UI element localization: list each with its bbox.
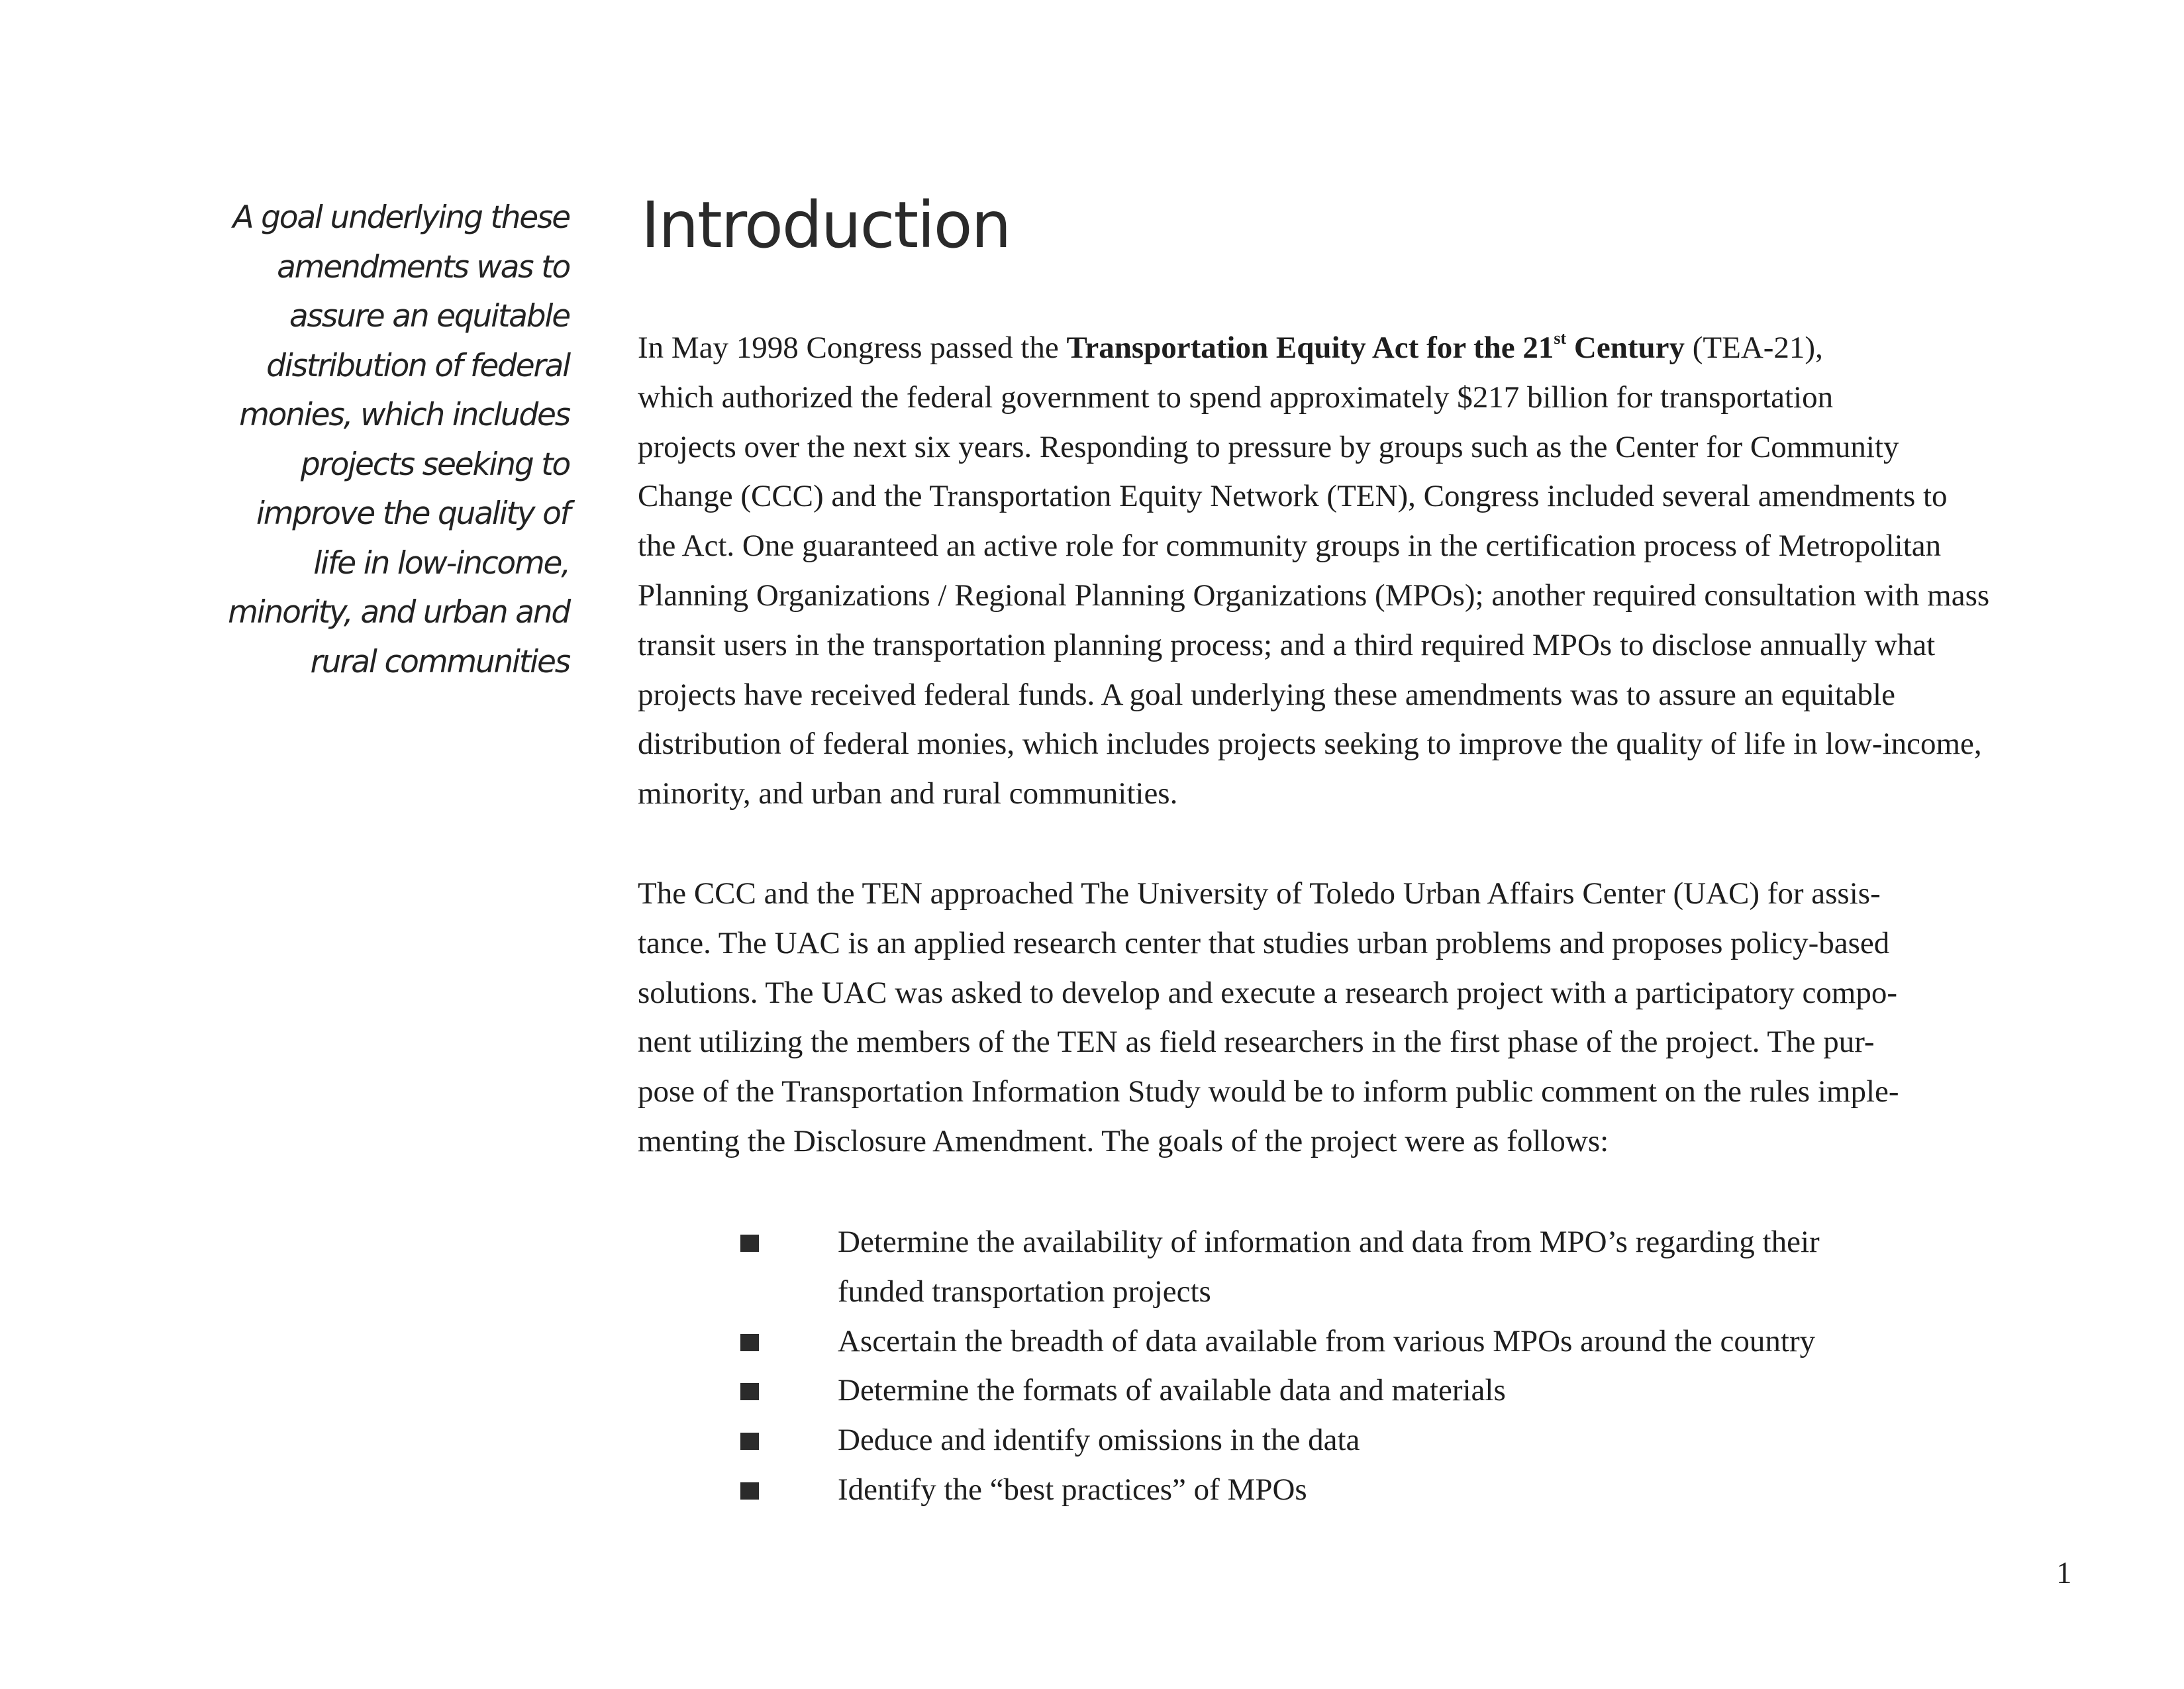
- pull-quote-line: improve the quality of: [256, 495, 570, 532]
- list-item: [740, 1465, 1820, 1515]
- paragraph-line: pose of the Transportation Information Study would be to inform public comment on the rules imple-: [638, 1074, 1899, 1109]
- paragraph-line: tance. The UAC is an applied research center that studies urban problems and proposes policy-based: [638, 925, 1890, 960]
- list-item-text: Determine the availability of information and data from MPO’s regarding their: [838, 1225, 1820, 1259]
- uac-paragraph: [638, 869, 1995, 1166]
- paragraph-line: Planning Organizations / Regional Planning Organizations (MPOs); another required consultation with mass: [638, 578, 1990, 613]
- pull-quote-line: monies, which includes: [239, 397, 570, 433]
- act-name-text: Century: [1566, 331, 1685, 365]
- list-item: [740, 1366, 1820, 1415]
- list-item-text: Determine the formats of available data and materials: [838, 1373, 1506, 1408]
- page-number: 1: [2056, 1556, 2072, 1590]
- list-item: [740, 1317, 1820, 1366]
- paragraph-line: The CCC and the TEN approached The University of Toledo Urban Affairs Center (UAC) for assis-: [638, 876, 1881, 911]
- pull-quote-line: projects seeking to: [300, 446, 570, 483]
- paragraph-line: minority, and urban and rural communities.: [638, 776, 1178, 811]
- list-item: [740, 1217, 1820, 1317]
- paragraph-line: menting the Disclosure Amendment. The goals of the project were as follows:: [638, 1123, 1609, 1158]
- square-bullet-icon: [740, 1334, 759, 1351]
- intro-paragraph: [638, 323, 1995, 819]
- paragraph-line: solutions. The UAC was asked to develop and execute a research project with a participatory compo-: [638, 975, 1898, 1010]
- pull-quote-line: assure an equitable: [289, 298, 570, 334]
- square-bullet-icon: [740, 1433, 759, 1450]
- paragraph-line: [638, 323, 1995, 373]
- goals-list: [740, 1217, 1820, 1515]
- paragraph-line: which authorized the federal government to spend approximately $217 billion for transportation: [638, 380, 1834, 415]
- paragraph-line: the Act. One guaranteed an active role for community groups in the certification process of Metropolitan: [638, 529, 1942, 564]
- square-bullet-icon: [740, 1235, 759, 1252]
- paragraph-line: transit users in the transportation planning process; and a third required MPOs to disclose annually what: [638, 627, 1936, 662]
- square-bullet-icon: [740, 1383, 759, 1400]
- act-name-text: Transportation Equity Act for the 21: [1066, 331, 1554, 365]
- pull-quote: [199, 193, 570, 687]
- paragraph-line: Change (CCC) and the Transportation Equity Network (TEN), Congress included several amendments to: [638, 479, 1948, 514]
- list-item: [740, 1415, 1820, 1465]
- pull-quote-line: A goal underlying these: [232, 199, 570, 236]
- pull-quote-line: amendments was to: [277, 248, 570, 285]
- text-run: (TEA-21),: [1685, 331, 1823, 365]
- pull-quote-line: rural communities: [310, 643, 570, 680]
- pull-quote-line: life in low-income,: [313, 544, 570, 582]
- paragraph-line: distribution of federal monies, which includes projects seeking to improve the quality of life in low-income,: [638, 727, 1982, 762]
- list-item-text: funded transportation projects: [838, 1274, 1211, 1309]
- list-item-text: Deduce and identify omissions in the data: [838, 1423, 1360, 1458]
- pull-quote-line: distribution of federal: [266, 347, 570, 384]
- paragraph-line: nent utilizing the members of the TEN as field researchers in the first phase of the project. The pur-: [638, 1025, 1875, 1060]
- act-name: [1066, 331, 1685, 365]
- text-run: In May 1998 Congress passed the: [638, 331, 1067, 365]
- paragraph-line: projects have received federal funds. A goal underlying these amendments was to assure an equitable: [638, 677, 1895, 712]
- paragraph-line: projects over the next six years. Responding to pressure by groups such as the Center for Community: [638, 429, 1899, 464]
- list-item-text: Ascertain the breadth of data available from various MPOs around the country: [838, 1323, 1816, 1358]
- page-title: Introduction: [641, 188, 1011, 262]
- square-bullet-icon: [740, 1482, 759, 1500]
- superscript: st: [1554, 329, 1567, 348]
- pull-quote-line: minority, and urban and: [228, 594, 570, 631]
- list-item-text: Identify the “best practices” of MPOs: [838, 1472, 1307, 1507]
